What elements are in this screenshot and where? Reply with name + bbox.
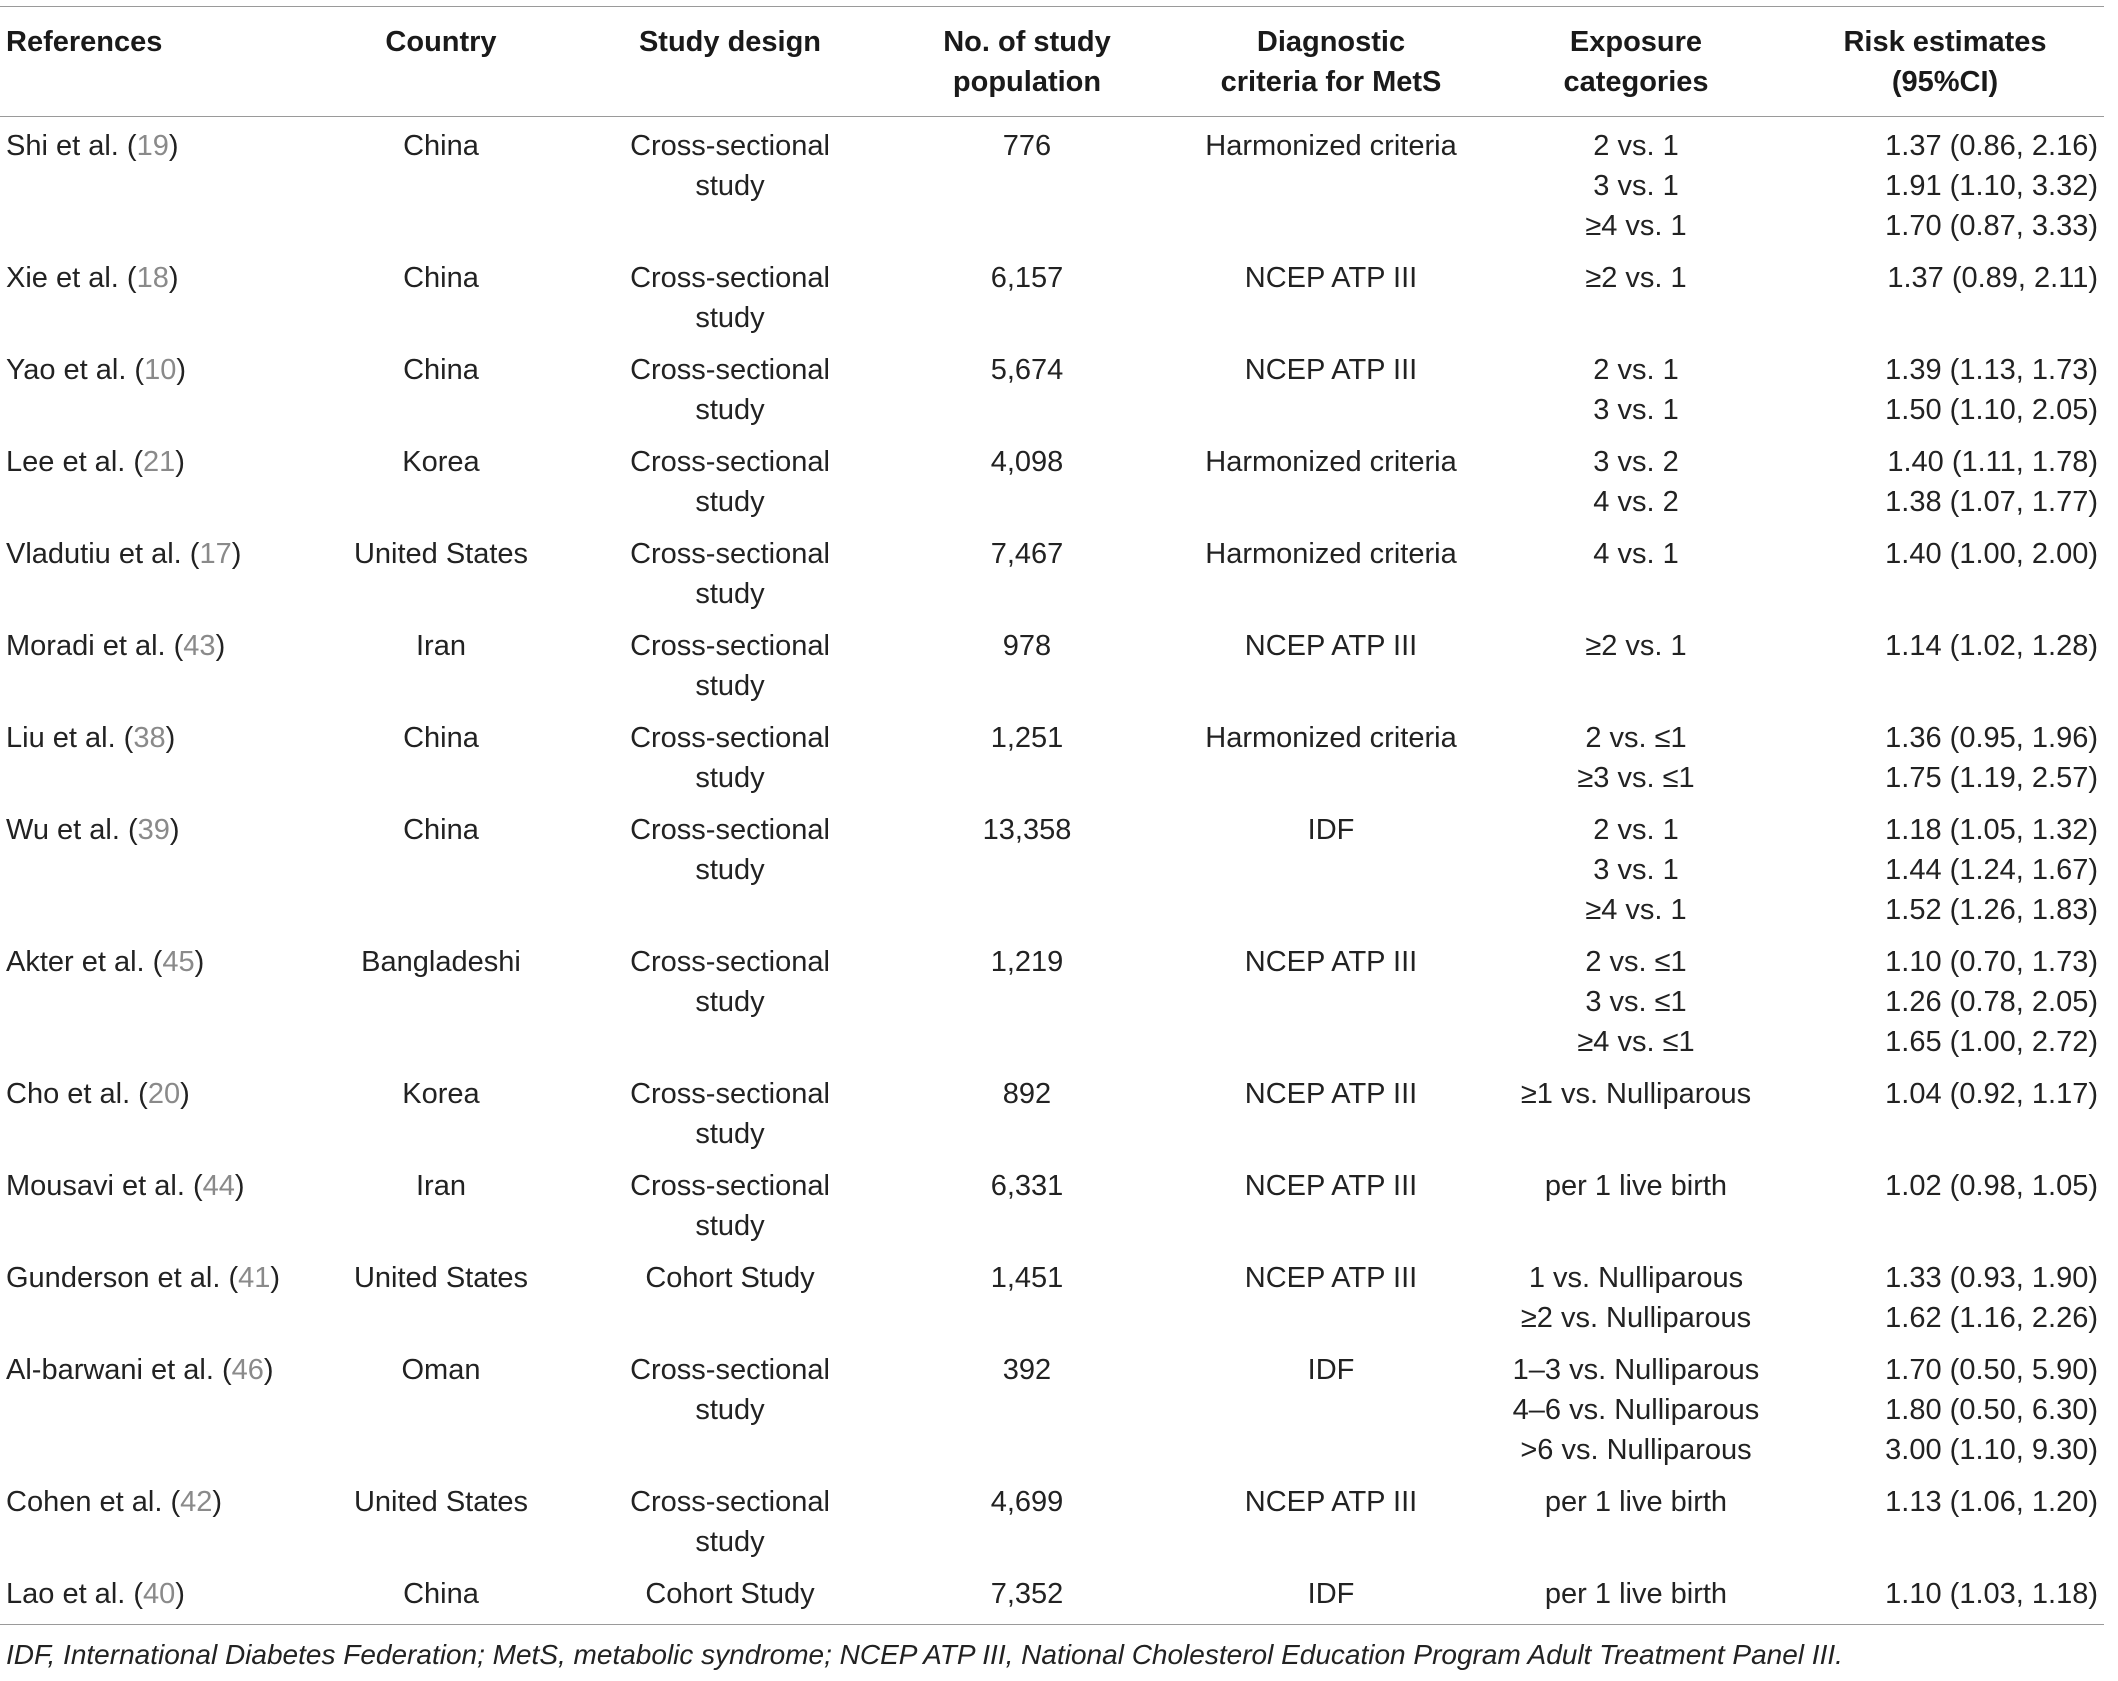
table-row xyxy=(0,806,2104,938)
study-design-cell xyxy=(582,714,878,806)
exposure-line: ≥4 vs. 1 xyxy=(1492,890,1780,930)
exposure-cell xyxy=(1486,438,1786,530)
exposure-cell xyxy=(1486,1478,1786,1570)
table-row xyxy=(0,1254,2104,1346)
risk-estimate-cell xyxy=(1786,1478,2104,1570)
reference-number-link[interactable]: 20 xyxy=(148,1078,180,1110)
study-design-line: Cross-sectional xyxy=(588,350,872,390)
population-cell: 1,219 xyxy=(878,938,1176,1070)
table-row xyxy=(0,1070,2104,1162)
risk-estimate-line: 1.52 (1.26, 1.83) xyxy=(1792,890,2098,930)
exposure-line: 3 vs. 2 xyxy=(1492,442,1780,482)
reference-number-link[interactable]: 40 xyxy=(143,1578,175,1610)
risk-estimate-cell xyxy=(1786,530,2104,622)
exposure-cell xyxy=(1486,622,1786,714)
reference-author: Liu et al. ( xyxy=(6,722,133,754)
exposure-line: 4 vs. 1 xyxy=(1492,534,1780,574)
reference-author: Wu et al. ( xyxy=(6,814,138,846)
study-design-cell xyxy=(582,1070,878,1162)
reference-close-paren: ) xyxy=(212,1486,222,1518)
reference-close-paren: ) xyxy=(270,1262,280,1294)
criteria-cell: IDF xyxy=(1176,806,1486,938)
risk-estimate-cell xyxy=(1786,1162,2104,1254)
reference-cell xyxy=(0,1162,300,1254)
population-cell: 1,251 xyxy=(878,714,1176,806)
risk-estimate-line: 1.04 (0.92, 1.17) xyxy=(1792,1074,2098,1114)
exposure-line: per 1 live birth xyxy=(1492,1482,1780,1522)
study-design-cell xyxy=(582,1254,878,1346)
study-design-cell xyxy=(582,530,878,622)
table-row xyxy=(0,346,2104,438)
criteria-cell: Harmonized criteria xyxy=(1176,714,1486,806)
exposure-line: 3 vs. ≤1 xyxy=(1492,982,1780,1022)
exposure-line: ≥2 vs. Nulliparous xyxy=(1492,1298,1780,1338)
criteria-cell: IDF xyxy=(1176,1570,1486,1625)
header-criteria-line: criteria for MetS xyxy=(1182,62,1480,102)
header-population-line: population xyxy=(884,62,1170,102)
reference-author: Shi et al. ( xyxy=(6,130,137,162)
reference-number-link[interactable]: 39 xyxy=(138,814,170,846)
risk-estimate-line: 1.50 (1.10, 2.05) xyxy=(1792,390,2098,430)
reference-close-paren: ) xyxy=(175,1578,185,1610)
reference-author: Vladutiu et al. ( xyxy=(6,538,199,570)
population-cell: 13,358 xyxy=(878,806,1176,938)
reference-cell xyxy=(0,346,300,438)
risk-estimate-line: 1.10 (0.70, 1.73) xyxy=(1792,942,2098,982)
header-country xyxy=(300,7,582,117)
reference-number-link[interactable]: 44 xyxy=(203,1170,235,1202)
risk-estimate-line: 1.37 (0.86, 2.16) xyxy=(1792,126,2098,166)
exposure-line: 2 vs. 1 xyxy=(1492,810,1780,850)
reference-cell xyxy=(0,714,300,806)
reference-number-link[interactable]: 10 xyxy=(144,354,176,386)
table-row xyxy=(0,714,2104,806)
reference-cell xyxy=(0,938,300,1070)
exposure-line: 2 vs. ≤1 xyxy=(1492,718,1780,758)
exposure-line: per 1 live birth xyxy=(1492,1166,1780,1206)
header-references-line: References xyxy=(6,22,294,62)
risk-estimate-cell xyxy=(1786,1570,2104,1625)
reference-close-paren: ) xyxy=(166,722,176,754)
study-design-line: study xyxy=(588,390,872,430)
risk-estimate-line: 1.70 (0.50, 5.90) xyxy=(1792,1350,2098,1390)
country-cell: United States xyxy=(300,1478,582,1570)
country-cell: Iran xyxy=(300,1162,582,1254)
study-design-line: study xyxy=(588,850,872,890)
criteria-cell: NCEP ATP III xyxy=(1176,1162,1486,1254)
risk-estimate-cell xyxy=(1786,117,2104,255)
population-cell: 4,699 xyxy=(878,1478,1176,1570)
reference-cell xyxy=(0,1570,300,1625)
study-design-line: study xyxy=(588,982,872,1022)
exposure-line: 2 vs. 1 xyxy=(1492,126,1780,166)
study-design-cell xyxy=(582,622,878,714)
risk-estimate-cell xyxy=(1786,714,2104,806)
population-cell: 4,098 xyxy=(878,438,1176,530)
risk-estimate-cell xyxy=(1786,622,2104,714)
criteria-cell: NCEP ATP III xyxy=(1176,622,1486,714)
reference-close-paren: ) xyxy=(175,446,185,478)
risk-estimate-cell xyxy=(1786,1346,2104,1478)
exposure-cell xyxy=(1486,117,1786,255)
reference-cell xyxy=(0,1346,300,1478)
header-criteria-line: Diagnostic xyxy=(1182,22,1480,62)
study-design-cell xyxy=(582,1478,878,1570)
reference-close-paren: ) xyxy=(180,1078,190,1110)
risk-estimate-cell xyxy=(1786,806,2104,938)
study-design-line: Cross-sectional xyxy=(588,1350,872,1390)
header-risk-estimates-line: (95%CI) xyxy=(1792,62,2098,102)
exposure-line: 2 vs. 1 xyxy=(1492,350,1780,390)
criteria-cell: Harmonized criteria xyxy=(1176,438,1486,530)
header-study-design-line: Study design xyxy=(588,22,872,62)
exposure-line: ≥2 vs. 1 xyxy=(1492,626,1780,666)
risk-estimate-line: 1.33 (0.93, 1.90) xyxy=(1792,1258,2098,1298)
table-header xyxy=(0,7,2104,117)
study-design-cell xyxy=(582,1162,878,1254)
study-design-line: Cross-sectional xyxy=(588,1482,872,1522)
header-population-line: No. of study xyxy=(884,22,1170,62)
country-cell: United States xyxy=(300,1254,582,1346)
country-cell: China xyxy=(300,254,582,346)
reference-number-link[interactable]: 46 xyxy=(232,1354,264,1386)
study-design-cell xyxy=(582,254,878,346)
risk-estimate-line: 1.36 (0.95, 1.96) xyxy=(1792,718,2098,758)
study-design-cell xyxy=(582,1346,878,1478)
table-row xyxy=(0,1346,2104,1478)
reference-author: Xie et al. ( xyxy=(6,262,137,294)
risk-estimate-line: 1.02 (0.98, 1.05) xyxy=(1792,1166,2098,1206)
criteria-cell: Harmonized criteria xyxy=(1176,530,1486,622)
reference-number-link[interactable]: 19 xyxy=(137,130,169,162)
country-cell: China xyxy=(300,806,582,938)
study-design-line: Cross-sectional xyxy=(588,942,872,982)
table-footer xyxy=(0,1625,2104,1681)
population-cell: 776 xyxy=(878,117,1176,255)
reference-author: Cohen et al. ( xyxy=(6,1486,180,1518)
table-row xyxy=(0,622,2104,714)
risk-estimate-line: 1.40 (1.11, 1.78) xyxy=(1792,442,2098,482)
exposure-line: >6 vs. Nulliparous xyxy=(1492,1430,1780,1470)
study-design-line: study xyxy=(588,166,872,206)
study-design-cell xyxy=(582,117,878,255)
reference-close-paren: ) xyxy=(176,354,186,386)
risk-estimate-line: 1.80 (0.50, 6.30) xyxy=(1792,1390,2098,1430)
table-row xyxy=(0,117,2104,255)
reference-author: Lao et al. ( xyxy=(6,1578,143,1610)
risk-estimate-line: 1.18 (1.05, 1.32) xyxy=(1792,810,2098,850)
population-cell: 7,467 xyxy=(878,530,1176,622)
reference-close-paren: ) xyxy=(169,130,179,162)
table-body xyxy=(0,117,2104,1625)
footnote-row xyxy=(0,1625,2104,1681)
reference-close-paren: ) xyxy=(232,538,242,570)
reference-number-link[interactable]: 17 xyxy=(199,538,231,570)
exposure-line: ≥4 vs. 1 xyxy=(1492,206,1780,246)
reference-author: Lee et al. ( xyxy=(6,446,143,478)
header-exposure-line: Exposure xyxy=(1492,22,1780,62)
country-cell: Oman xyxy=(300,1346,582,1478)
reference-number-link[interactable]: 38 xyxy=(133,722,165,754)
study-design-line: Cross-sectional xyxy=(588,626,872,666)
study-design-line: Cross-sectional xyxy=(588,1074,872,1114)
country-cell: Bangladeshi xyxy=(300,938,582,1070)
reference-close-paren: ) xyxy=(170,814,180,846)
header-references xyxy=(0,7,300,117)
reference-close-paren: ) xyxy=(235,1170,245,1202)
reference-number-link[interactable]: 43 xyxy=(183,630,215,662)
reference-author: Cho et al. ( xyxy=(6,1078,148,1110)
risk-estimate-line: 1.75 (1.19, 2.57) xyxy=(1792,758,2098,798)
reference-close-paren: ) xyxy=(216,630,226,662)
study-design-line: Cross-sectional xyxy=(588,258,872,298)
country-cell: China xyxy=(300,117,582,255)
population-cell: 978 xyxy=(878,622,1176,714)
country-cell: Korea xyxy=(300,438,582,530)
reference-close-paren: ) xyxy=(195,946,205,978)
study-design-cell xyxy=(582,438,878,530)
risk-estimate-line: 1.62 (1.16, 2.26) xyxy=(1792,1298,2098,1338)
criteria-cell: Harmonized criteria xyxy=(1176,117,1486,255)
risk-estimate-line: 1.10 (1.03, 1.18) xyxy=(1792,1574,2098,1614)
reference-author: Yao et al. ( xyxy=(6,354,144,386)
study-design-line: Cohort Study xyxy=(588,1258,872,1298)
country-cell: Korea xyxy=(300,1070,582,1162)
exposure-cell xyxy=(1486,1070,1786,1162)
study-design-line: Cross-sectional xyxy=(588,810,872,850)
criteria-cell: NCEP ATP III xyxy=(1176,1070,1486,1162)
study-design-line: study xyxy=(588,574,872,614)
header-study-design xyxy=(582,7,878,117)
population-cell: 6,331 xyxy=(878,1162,1176,1254)
criteria-cell: IDF xyxy=(1176,1346,1486,1478)
risk-estimate-line: 3.00 (1.10, 9.30) xyxy=(1792,1430,2098,1470)
reference-number-link[interactable]: 42 xyxy=(180,1486,212,1518)
study-design-line: Cross-sectional xyxy=(588,534,872,574)
study-design-cell xyxy=(582,346,878,438)
study-design-line: study xyxy=(588,758,872,798)
population-cell: 892 xyxy=(878,1070,1176,1162)
study-design-line: study xyxy=(588,1522,872,1562)
header-risk-estimates xyxy=(1786,7,2104,117)
table-row xyxy=(0,254,2104,346)
study-design-line: Cross-sectional xyxy=(588,126,872,166)
exposure-cell xyxy=(1486,254,1786,346)
country-cell: China xyxy=(300,346,582,438)
risk-estimate-cell xyxy=(1786,938,2104,1070)
reference-author: Al-barwani et al. ( xyxy=(6,1354,232,1386)
header-country-line: Country xyxy=(306,22,576,62)
study-design-cell xyxy=(582,806,878,938)
exposure-cell xyxy=(1486,806,1786,938)
exposure-cell xyxy=(1486,1570,1786,1625)
reference-author: Akter et al. ( xyxy=(6,946,162,978)
study-design-line: Cross-sectional xyxy=(588,442,872,482)
reference-number-link[interactable]: 45 xyxy=(162,946,194,978)
reference-cell xyxy=(0,1254,300,1346)
exposure-line: ≥3 vs. ≤1 xyxy=(1492,758,1780,798)
risk-estimate-line: 1.39 (1.13, 1.73) xyxy=(1792,350,2098,390)
risk-estimate-line: 1.14 (1.02, 1.28) xyxy=(1792,626,2098,666)
reference-cell xyxy=(0,622,300,714)
exposure-cell xyxy=(1486,1162,1786,1254)
reference-number-link[interactable]: 41 xyxy=(238,1262,270,1294)
reference-cell xyxy=(0,806,300,938)
study-design-line: Cross-sectional xyxy=(588,718,872,758)
population-cell: 6,157 xyxy=(878,254,1176,346)
exposure-cell xyxy=(1486,1346,1786,1478)
study-design-cell xyxy=(582,1570,878,1625)
table-row xyxy=(0,1162,2104,1254)
exposure-line: ≥2 vs. 1 xyxy=(1492,258,1780,298)
exposure-line: 1–3 vs. Nulliparous xyxy=(1492,1350,1780,1390)
criteria-cell: NCEP ATP III xyxy=(1176,938,1486,1070)
criteria-cell: NCEP ATP III xyxy=(1176,1478,1486,1570)
risk-estimate-line: 1.91 (1.10, 3.32) xyxy=(1792,166,2098,206)
risk-estimate-cell xyxy=(1786,1070,2104,1162)
population-cell: 1,451 xyxy=(878,1254,1176,1346)
header-exposure xyxy=(1486,7,1786,117)
study-design-line: study xyxy=(588,1114,872,1154)
exposure-line: ≥4 vs. ≤1 xyxy=(1492,1022,1780,1062)
reference-cell xyxy=(0,1478,300,1570)
risk-estimate-line: 1.44 (1.24, 1.67) xyxy=(1792,850,2098,890)
footnote: IDF, International Diabetes Federation; MetS, metabolic syndrome; NCEP ATP III, National Cholesterol Education Program Adult Treatment Panel III. xyxy=(0,1625,2104,1681)
reference-author: Gunderson et al. ( xyxy=(6,1262,238,1294)
study-design-line: study xyxy=(588,1206,872,1246)
study-design-cell xyxy=(582,938,878,1070)
reference-close-paren: ) xyxy=(169,262,179,294)
exposure-cell xyxy=(1486,714,1786,806)
table-row xyxy=(0,438,2104,530)
population-cell: 5,674 xyxy=(878,346,1176,438)
study-design-line: study xyxy=(588,298,872,338)
reference-number-link[interactable]: 18 xyxy=(137,262,169,294)
reference-author: Mousavi et al. ( xyxy=(6,1170,203,1202)
header-exposure-line: categories xyxy=(1492,62,1780,102)
risk-estimate-line: 1.70 (0.87, 3.33) xyxy=(1792,206,2098,246)
table-row xyxy=(0,1478,2104,1570)
study-design-line: Cohort Study xyxy=(588,1574,872,1614)
header-criteria xyxy=(1176,7,1486,117)
risk-estimate-line: 1.65 (1.00, 2.72) xyxy=(1792,1022,2098,1062)
country-cell: China xyxy=(300,714,582,806)
risk-estimate-line: 1.13 (1.06, 1.20) xyxy=(1792,1482,2098,1522)
criteria-cell: NCEP ATP III xyxy=(1176,1254,1486,1346)
risk-estimate-line: 1.26 (0.78, 2.05) xyxy=(1792,982,2098,1022)
exposure-line: per 1 live birth xyxy=(1492,1574,1780,1614)
population-cell: 392 xyxy=(878,1346,1176,1478)
risk-estimate-cell xyxy=(1786,346,2104,438)
exposure-cell xyxy=(1486,346,1786,438)
country-cell: United States xyxy=(300,530,582,622)
study-design-line: Cross-sectional xyxy=(588,1166,872,1206)
reference-author: Moradi et al. ( xyxy=(6,630,183,662)
header-row xyxy=(0,7,2104,117)
risk-estimate-line: 1.37 (0.89, 2.11) xyxy=(1792,258,2098,298)
country-cell: Iran xyxy=(300,622,582,714)
reference-cell xyxy=(0,1070,300,1162)
country-cell: China xyxy=(300,1570,582,1625)
header-population xyxy=(878,7,1176,117)
study-design-line: study xyxy=(588,482,872,522)
exposure-line: 3 vs. 1 xyxy=(1492,166,1780,206)
studies-table xyxy=(0,6,2104,1681)
table-row xyxy=(0,530,2104,622)
risk-estimate-line: 1.40 (1.00, 2.00) xyxy=(1792,534,2098,574)
risk-estimate-cell xyxy=(1786,438,2104,530)
exposure-line: 1 vs. Nulliparous xyxy=(1492,1258,1780,1298)
table-row xyxy=(0,1570,2104,1625)
criteria-cell: NCEP ATP III xyxy=(1176,346,1486,438)
exposure-cell xyxy=(1486,1254,1786,1346)
risk-estimate-line: 1.38 (1.07, 1.77) xyxy=(1792,482,2098,522)
reference-cell xyxy=(0,438,300,530)
exposure-line: 3 vs. 1 xyxy=(1492,390,1780,430)
risk-estimate-cell xyxy=(1786,1254,2104,1346)
exposure-cell xyxy=(1486,530,1786,622)
exposure-line: 4–6 vs. Nulliparous xyxy=(1492,1390,1780,1430)
population-cell: 7,352 xyxy=(878,1570,1176,1625)
exposure-line: 3 vs. 1 xyxy=(1492,850,1780,890)
exposure-line: 4 vs. 2 xyxy=(1492,482,1780,522)
reference-cell xyxy=(0,254,300,346)
reference-cell xyxy=(0,117,300,255)
study-design-line: study xyxy=(588,666,872,706)
exposure-line: ≥1 vs. Nulliparous xyxy=(1492,1074,1780,1114)
study-design-line: study xyxy=(588,1390,872,1430)
exposure-cell xyxy=(1486,938,1786,1070)
exposure-line: 2 vs. ≤1 xyxy=(1492,942,1780,982)
header-risk-estimates-line: Risk estimates xyxy=(1792,22,2098,62)
reference-cell xyxy=(0,530,300,622)
reference-close-paren: ) xyxy=(264,1354,274,1386)
criteria-cell: NCEP ATP III xyxy=(1176,254,1486,346)
table-row xyxy=(0,938,2104,1070)
risk-estimate-cell xyxy=(1786,254,2104,346)
reference-number-link[interactable]: 21 xyxy=(143,446,175,478)
